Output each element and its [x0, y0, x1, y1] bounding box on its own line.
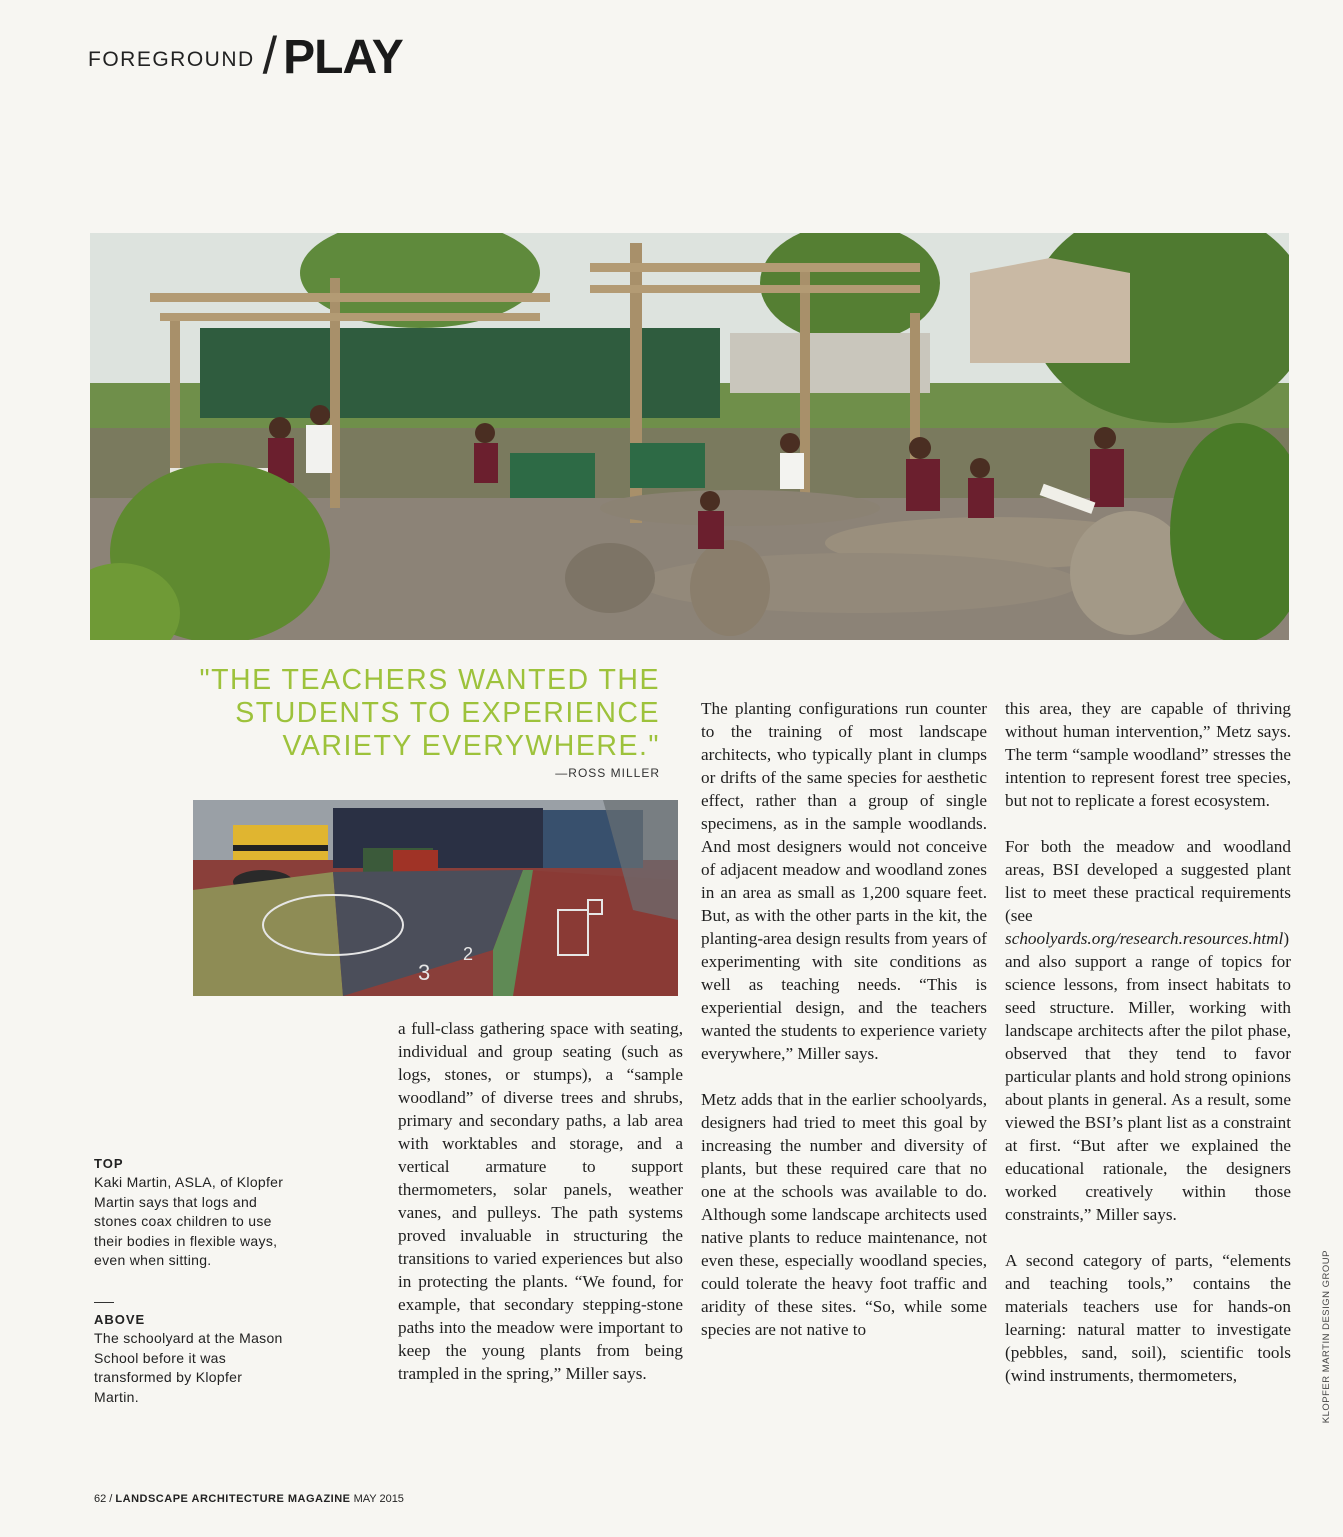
svg-text:3: 3	[418, 960, 431, 985]
issue-date: MAY 2015	[353, 1493, 404, 1505]
caption-above-text: The schoolyard at the Mason School before it was transformed by Klopfer Martin.	[94, 1330, 283, 1405]
page-number: 62	[94, 1493, 107, 1505]
body-paragraph: A second category of parts, “elements and teaching tools,” contains the materials teachers use for hands-on learning: natural matter to investigate (pebbles, sand, soil), scientific tools (wind instruments, thermometers,	[1005, 1251, 1291, 1385]
resource-url: schoolyards.org/research.resources.html	[1005, 929, 1284, 948]
pull-quote: "THE TEACHERS WANTED THE STUDENTS TO EXPERIENCE VARIETY EVERYWHERE."	[199, 664, 660, 762]
svg-text:2: 2	[463, 944, 474, 964]
caption-top	[94, 1156, 289, 1271]
caption-above-label: ABOVE	[94, 1312, 146, 1327]
body-paragraph: a full-class gathering space with seating, individual and group seating (such as logs, stones, or stumps), a “sample woodland” of diverse trees and shrubs, primary and secondary paths, a lab area with worktables and storage, and a vertical armature to support thermometers, solar panels, weather vanes, and pulleys. The path systems proved invaluable in structuring the transitions to varied experiences but also in protecting the plants. “We found, for example, that secondary stepping-stone paths into the meadow were important to keep the young plants from being trampled in the spring,” Miller says.	[398, 1019, 683, 1383]
body-paragraph	[1005, 835, 1291, 1226]
body-column-1	[398, 1017, 683, 1385]
section-header	[88, 27, 403, 85]
caption-above	[94, 1312, 289, 1407]
above-photo-schoolyard-before	[193, 800, 678, 996]
body-paragraph: this area, they are capable of thriving without human intervention,” Metz says. The term “sample woodland” stresses the intention to represent forest tree species, but not to replicate a forest ecosystem.	[1005, 699, 1291, 810]
photo-credit: KLOPFER MARTIN DESIGN GROUP	[1321, 1250, 1332, 1424]
body-column-3	[1005, 697, 1291, 1387]
magazine-name: LANDSCAPE ARCHITECTURE MAGAZINE	[115, 1493, 351, 1505]
caption-divider	[94, 1302, 114, 1303]
caption-top-label: TOP	[94, 1156, 124, 1171]
body-paragraph: Metz adds that in the earlier schoolyards, designers had tried to meet this goal by increasing the number and diversity of plants, but these required care that no one at the schools was available to do. Although some landscape architects used native plants to reduce maintenance, not even these, especially woodland species, could tolerate the heavy foot traffic and aridity of these sites. “So, while some species are not native to	[701, 1090, 987, 1339]
caption-top-text: Kaki Martin, ASLA, of Klopfer Martin says that logs and stones coax children to use their bodies in flexible ways, even when sitting.	[94, 1174, 284, 1269]
section-label: FOREGROUND	[88, 48, 255, 71]
page-footer	[94, 1493, 404, 1505]
top-photo-schoolyard-garden	[90, 233, 1289, 640]
body-column-2	[701, 697, 987, 1341]
body-paragraph: The planting configurations run counter to the training of most landscape architects, who typically plant in clumps or drifts of the same species for aesthetic effect, rather than a group of single specimens, as in the sample woodlands. And most designers would not conceive of adjacent meadow and woodland zones in an area as small as 1,200 square feet. But, as with the other parts in the kit, the planting-area design results from years of experimenting with site conditions as well as teaching needs. “This is experiential design, and the teachers wanted the students to experience variety everywhere,” Miller says.	[701, 699, 987, 1063]
section-slash: /	[262, 27, 278, 85]
footer-separator: /	[106, 1493, 116, 1505]
pull-quote-attribution: —ROSS MILLER	[555, 766, 660, 780]
body-text: For both the meadow and woodland areas, BSI developed a suggested plant list to meet these practical requirements (see	[1005, 837, 1291, 925]
body-text: ) and also support a range of topics for science lessons, from insect habitats to seed structure. Miller, working with landscape architects after the pilot phase, observed that they tend to favor particular plants and hold strong opinions about plants in general. As a result, some viewed the BSI’s plant list as a constraint at first. “But after we explained the educational rationale, the designers worked creatively within those constraints,” Miller says.	[1005, 929, 1291, 1224]
subsection-label: PLAY	[283, 31, 403, 84]
